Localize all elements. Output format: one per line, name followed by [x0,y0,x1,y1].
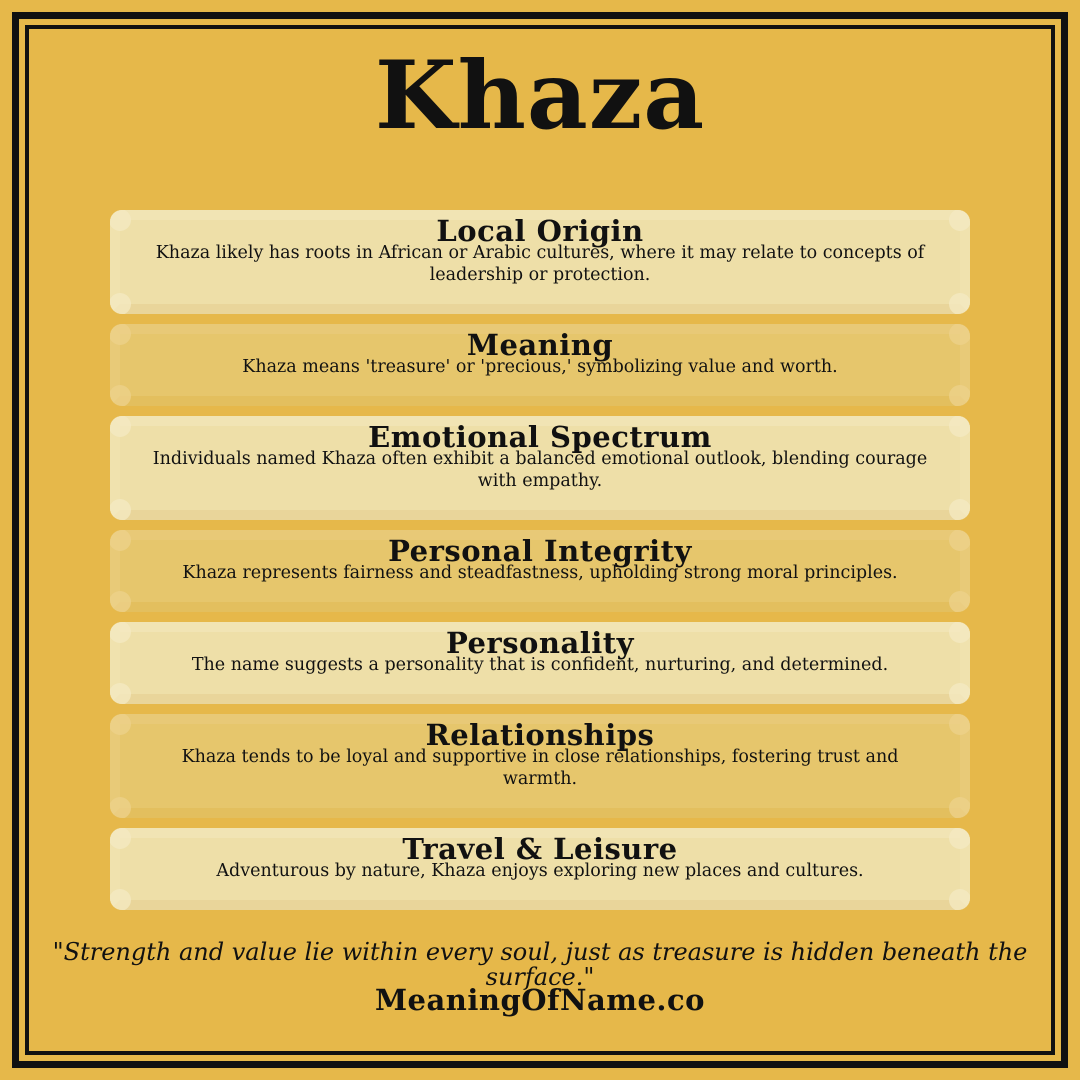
card-corner-ornament [949,591,970,612]
section-text: The name suggests a personality that is confident, nurturing, and determined. [191,655,889,675]
card-corner-ornament [110,293,131,314]
card-corner-ornament [110,683,131,704]
section-text: Khaza likely has roots in African or Arabic cultures, where it may relate to concepts of leadership or protection. [155,243,925,285]
section-heading: Local Origin [436,214,644,248]
page-title: Khaza [374,41,706,151]
section-heading: Travel & Leisure [402,832,678,866]
card-corner-ornament [949,293,970,314]
card-corner-ornament [949,889,970,910]
card-corner-ornament [949,385,970,406]
quote-text: "Strength and value lie within every soul, just as treasure is hidden beneath the surface." [52,938,1028,991]
site-name: MeaningOfName.co [374,983,706,1017]
section-heading: Personal Integrity [388,534,692,568]
section-card-personality [110,622,970,704]
card-corner-ornament [110,889,131,910]
section-card-local-origin [110,210,970,314]
section-card-meaning [110,324,970,406]
card-corner-ornament [110,385,131,406]
section-card-personal-integrity [110,530,970,612]
card-corner-ornament [110,499,131,520]
section-text: Khaza tends to be loyal and supportive in close relationships, fostering trust and warmth. [181,747,899,789]
card-corner-ornament [949,499,970,520]
section-heading: Relationships [425,718,655,752]
section-text: Individuals named Khaza often exhibit a balanced emotional outlook, blending courage with empathy. [152,449,928,491]
card-corner-ornament [949,683,970,704]
section-card-travel-leisure [110,828,970,910]
card-corner-ornament [110,591,131,612]
section-heading: Meaning [466,328,614,362]
section-text: Khaza represents fairness and steadfastness, upholding strong moral principles. [182,563,898,583]
section-card-emotional-spectrum [110,416,970,520]
section-heading: Personality [445,626,635,660]
card-corner-ornament [949,797,970,818]
section-text: Khaza means 'treasure' or 'precious,' symbolizing value and worth. [242,357,838,377]
section-card-relationships [110,714,970,818]
section-heading: Emotional Spectrum [368,420,712,454]
section-text: Adventurous by nature, Khaza enjoys exploring new places and cultures. [216,861,864,881]
card-corner-ornament [110,797,131,818]
